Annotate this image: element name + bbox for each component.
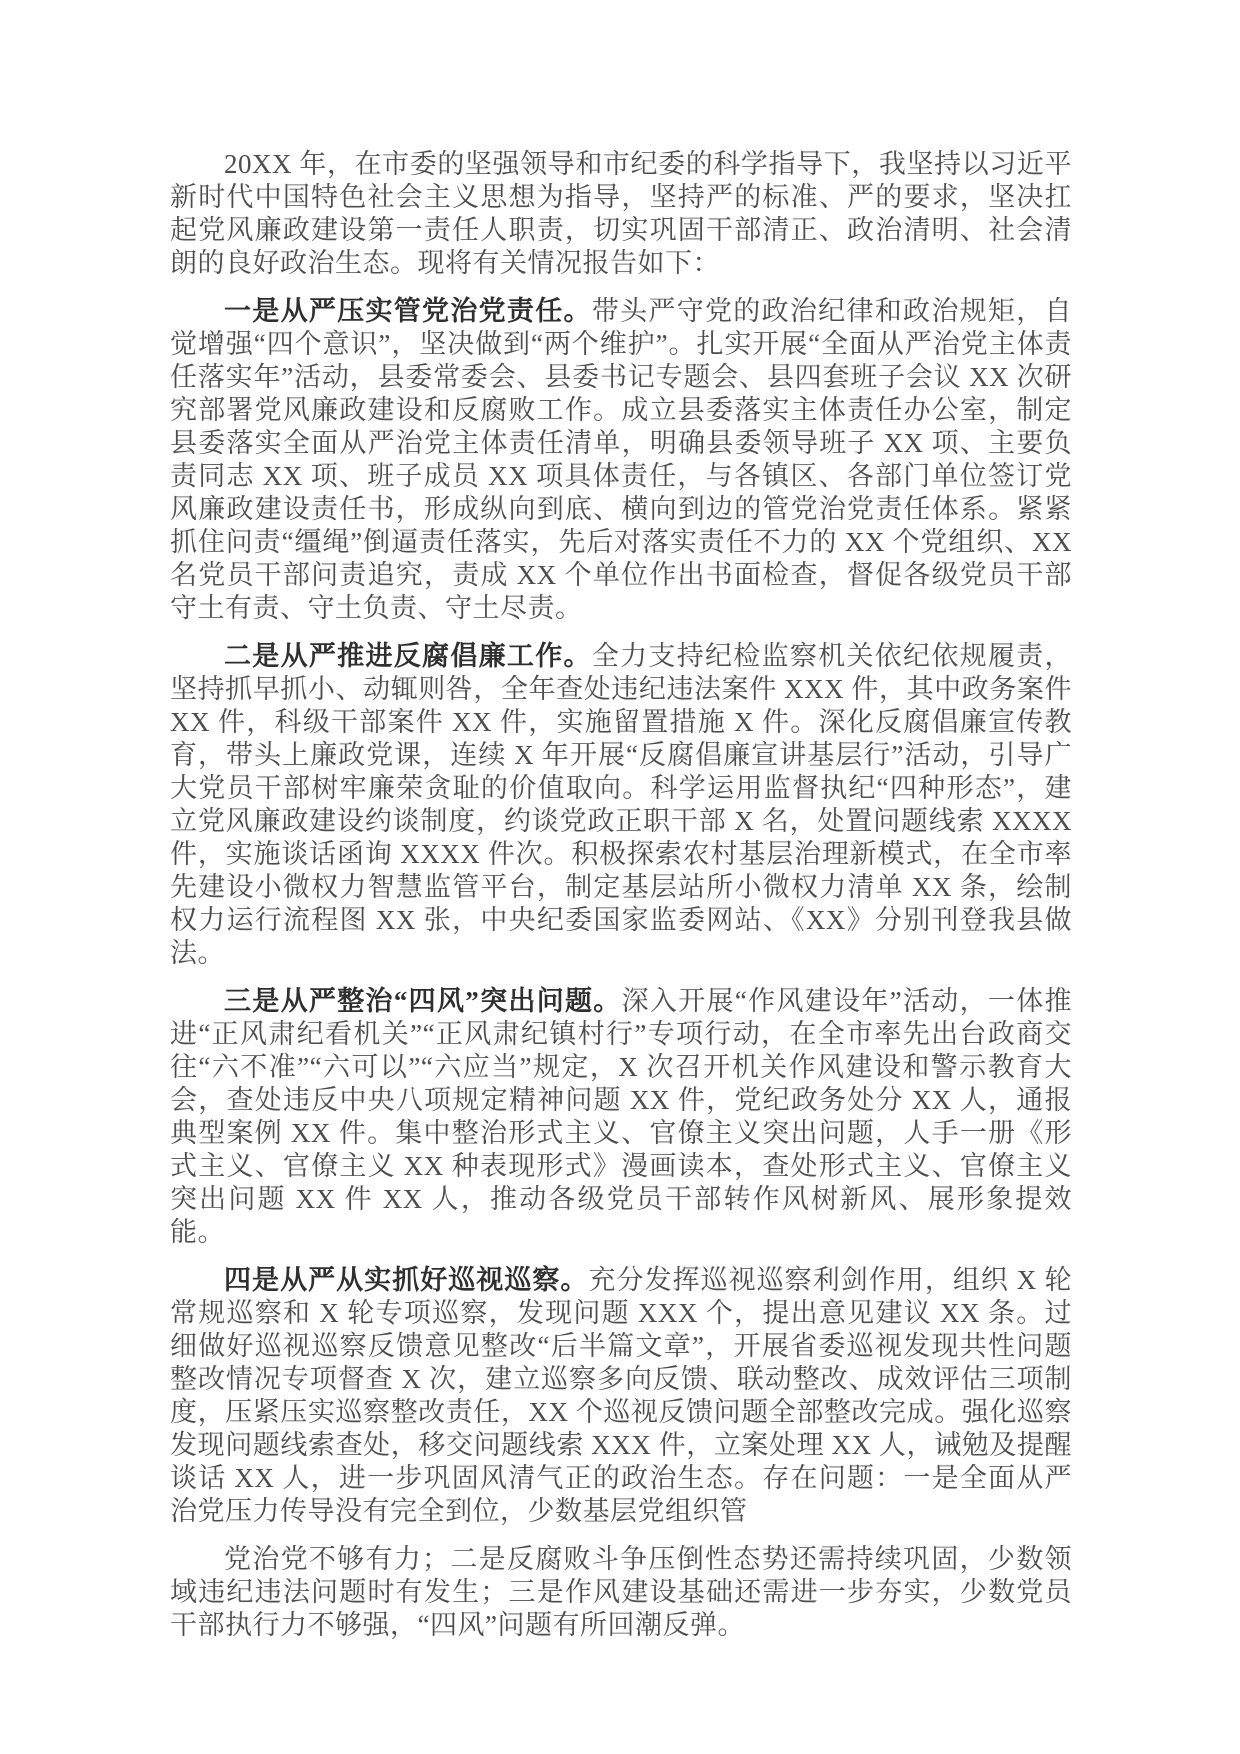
report-paragraph-intro bbox=[170, 148, 1072, 280]
paragraph-lead: 四是从严从实抓好巡视巡察。 bbox=[224, 1265, 589, 1295]
paragraph-lead: 二是从严推进反腐倡廉工作。 bbox=[224, 641, 592, 671]
report-paragraph-section-2 bbox=[170, 640, 1072, 970]
paragraph-body: 带头严守党的政治纪律和政治规矩，自觉增强“四个意识”，坚决做到“两个维护”。扎实开展“全面从严治党主体责任落实年”活动，县委常委会、县委书记专题会、县四套班子会议 XX 次研究部署党风廉政建设和反腐败工作。成立县委落实主体责任办公室，制定县委落实全面从严治党主体责任清单，明确县委领导班子 XX 项、主要负责同志 XX 项、班子成员 XX 项具体责任，与各镇区、各部门单位签订党风廉政建设责任书，形成纵向到底、横向到边的管党治党责任体系。紧紧抓住问责“缰绳”倒逼责任落实，先后对落实责任不力的 XX 个党组织、XX 名党员干部问责追究，责成 XX 个单位作出书面检查，督促各级党员干部守土有责、守土负责、守土尽责。 bbox=[170, 296, 1073, 623]
report-paragraph-section-1 bbox=[170, 295, 1072, 625]
report-paragraph-problems bbox=[170, 1543, 1072, 1642]
paragraph-body: 全力支持纪检监察机关依纪依规履责，坚持抓早抓小、动辄则咎，全年查处违纪违法案件 XXX 件，其中政务案件 XX 件，科级干部案件 XX 件，实施留置措施 X 件。深化反腐倡廉宣传教育，带头上廉政党课，连续 X 年开展“反腐倡廉宣讲基层行”活动，引导广大党员干部树牢廉荣贪耻的价值取向。科学运用监督执纪“四种形态”，建立党风廉政建设约谈制度，约谈党政正职干部 X 名，处置问题线索 XXXX 件，实施谈话函询 XXXX 件次。积极探索农村基层治理新模式，在全市率先建设小微权力智慧监管平台，制定基层站所小微权力清单 XX 条，绘制权力运行流程图 XX 张，中央纪委国家监委网站、《XX》分别刊登我县做法。 bbox=[170, 641, 1073, 968]
report-paragraph-section-3 bbox=[170, 985, 1072, 1249]
paragraph-body: 党治党不够有力；二是反腐败斗争压倒性态势还需持续巩固，少数领域违纪违法问题时有发生；三是作风建设基础还需进一步夯实，少数党员干部执行力不够强，“四风”问题有所回潮反弹。 bbox=[170, 1544, 1072, 1640]
paragraph-body: 深入开展“作风建设年”活动，一体推进“正风肃纪看机关”“正风肃纪镇村行”专项行动，在全市率先出台政商交往“六不准”“六可以”“六应当”规定，X 次召开机关作风建设和警示教育大会，查处违反中央八项规定精神问题 XX 件，党纪政务处分 XX 人，通报典型案例 XX 件。集中整治形式主义、官僚主义突出问题，人手一册《形式主义、官僚主义 XX 种表现形式》漫画读本，查处形式主义、官僚主义突出问题 XX 件 XX 人，推动各级党员干部转作风树新风、展形象提效能。 bbox=[170, 986, 1073, 1247]
paragraph-body: 充分发挥巡视巡察利剑作用，组织 X 轮常规巡察和 X 轮专项巡察，发现问题 XXX 个，提出意见建议 XX 条。过细做好巡视巡察反馈意见整改“后半篇文章”，开展省委巡视发现共性问题整改情况专项督查 X 次，建立巡察多向反馈、联动整改、成效评估三项制度，压紧压实巡察整改责任，XX 个巡视反馈问题全部整改完成。强化巡察发现问题线索查处，移交问题线索 XXX 件，立案处理 XX 人，诫勉及提醒谈话 XX 人，进一步巩固风清气正的政治生态。存在问题：一是全面从严治党压力传导没有完全到位，少数基层党组织管 bbox=[170, 1265, 1073, 1526]
paragraph-lead: 一是从严压实管党治党责任。 bbox=[224, 296, 592, 326]
report-paragraph-section-4 bbox=[170, 1264, 1072, 1528]
paragraph-body: 20XX 年，在市委的坚强领导和市纪委的科学指导下，我坚持以习近平新时代中国特色社会主义思想为指导，坚持严的标准、严的要求，坚决扛起党风廉政建设第一责任人职责，切实巩固干部清正、政治清明、社会清朗的良好政治生态。现将有关情况报告如下： bbox=[170, 149, 1072, 278]
paragraph-lead: 三是从严整治“四风”突出问题。 bbox=[224, 986, 622, 1016]
